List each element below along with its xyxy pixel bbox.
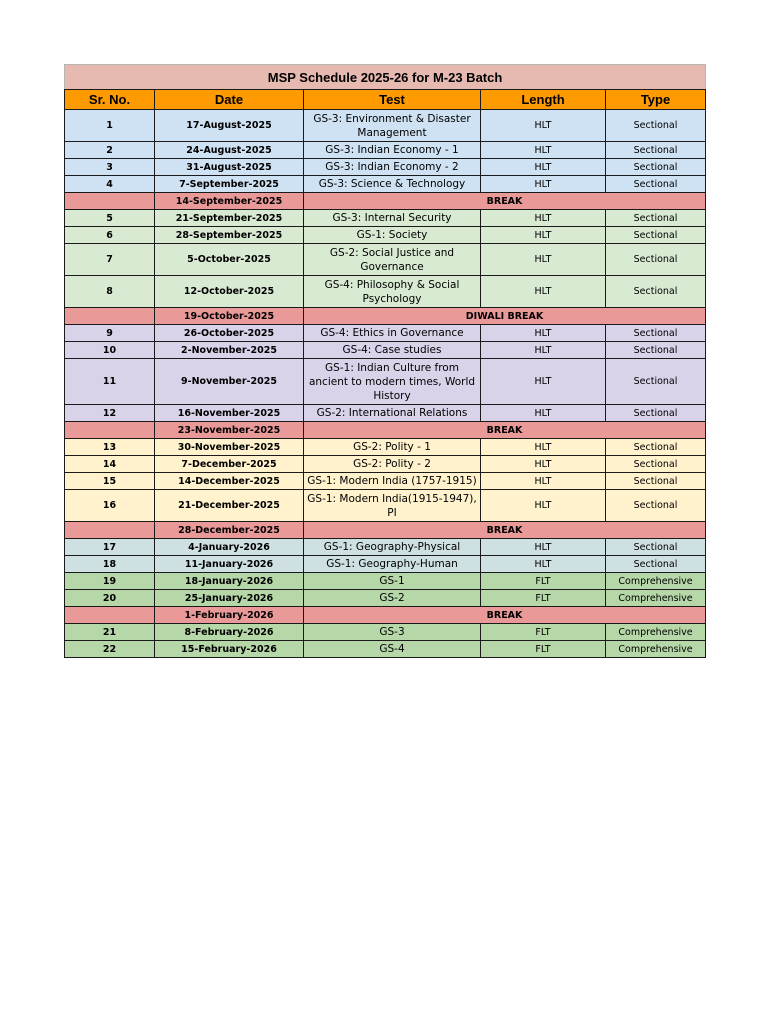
- type-cell: Comprehensive: [606, 641, 706, 658]
- test-cell: GS-1: Modern India(1915-1947), PI: [304, 490, 481, 522]
- break-label: BREAK: [304, 607, 706, 624]
- date-cell: 26-October-2025: [155, 325, 304, 342]
- sr-no-cell: 10: [65, 342, 155, 359]
- sr-no-cell: 14: [65, 456, 155, 473]
- length-cell: HLT: [481, 227, 606, 244]
- sr-no-cell: 6: [65, 227, 155, 244]
- header-row: [65, 90, 706, 110]
- sr-no-cell: 19: [65, 573, 155, 590]
- break-sr-cell: [65, 193, 155, 210]
- table-row: [65, 227, 706, 244]
- header-date: Date: [155, 90, 304, 110]
- table-row: [65, 210, 706, 227]
- break-row: [65, 422, 706, 439]
- date-cell: 9-November-2025: [155, 359, 304, 405]
- table-row: [65, 325, 706, 342]
- test-cell: GS-1: Society: [304, 227, 481, 244]
- length-cell: HLT: [481, 244, 606, 276]
- schedule-table: [64, 64, 706, 658]
- test-cell: GS-1: [304, 573, 481, 590]
- date-cell: 17-August-2025: [155, 110, 304, 142]
- table-row: [65, 142, 706, 159]
- test-cell: GS-1: Indian Culture from ancient to modern times, World History: [304, 359, 481, 405]
- break-label: BREAK: [304, 193, 706, 210]
- type-cell: Comprehensive: [606, 624, 706, 641]
- table-row: [65, 342, 706, 359]
- test-cell: GS-3: Science & Technology: [304, 176, 481, 193]
- length-cell: HLT: [481, 110, 606, 142]
- date-cell: 8-February-2026: [155, 624, 304, 641]
- type-cell: Sectional: [606, 244, 706, 276]
- sr-no-cell: 8: [65, 276, 155, 308]
- test-cell: GS-2: Polity - 1: [304, 439, 481, 456]
- break-label: BREAK: [304, 522, 706, 539]
- schedule-sheet: [64, 64, 705, 658]
- sr-no-cell: 3: [65, 159, 155, 176]
- length-cell: HLT: [481, 456, 606, 473]
- sr-no-cell: 16: [65, 490, 155, 522]
- sr-no-cell: 17: [65, 539, 155, 556]
- length-cell: HLT: [481, 159, 606, 176]
- type-cell: Sectional: [606, 110, 706, 142]
- sr-no-cell: 7: [65, 244, 155, 276]
- test-cell: GS-1: Geography-Human: [304, 556, 481, 573]
- table-row: [65, 539, 706, 556]
- length-cell: FLT: [481, 641, 606, 658]
- length-cell: HLT: [481, 142, 606, 159]
- table-row: [65, 176, 706, 193]
- type-cell: Sectional: [606, 405, 706, 422]
- type-cell: Sectional: [606, 142, 706, 159]
- table-row: [65, 590, 706, 607]
- break-sr-cell: [65, 522, 155, 539]
- table-row: [65, 624, 706, 641]
- date-cell: 21-December-2025: [155, 490, 304, 522]
- break-sr-cell: [65, 308, 155, 325]
- sr-no-cell: 21: [65, 624, 155, 641]
- length-cell: HLT: [481, 539, 606, 556]
- break-date-cell: 14-September-2025: [155, 193, 304, 210]
- sr-no-cell: 18: [65, 556, 155, 573]
- length-cell: FLT: [481, 590, 606, 607]
- test-cell: GS-2: International Relations: [304, 405, 481, 422]
- test-cell: GS-4: [304, 641, 481, 658]
- sr-no-cell: 9: [65, 325, 155, 342]
- test-cell: GS-1: Geography-Physical: [304, 539, 481, 556]
- break-row: [65, 193, 706, 210]
- test-cell: GS-4: Case studies: [304, 342, 481, 359]
- sr-no-cell: 5: [65, 210, 155, 227]
- table-row: [65, 490, 706, 522]
- break-sr-cell: [65, 422, 155, 439]
- test-cell: GS-2: Polity - 2: [304, 456, 481, 473]
- length-cell: HLT: [481, 325, 606, 342]
- date-cell: 5-October-2025: [155, 244, 304, 276]
- date-cell: 7-September-2025: [155, 176, 304, 193]
- break-date-cell: 28-December-2025: [155, 522, 304, 539]
- length-cell: HLT: [481, 405, 606, 422]
- sr-no-cell: 12: [65, 405, 155, 422]
- table-row: [65, 573, 706, 590]
- length-cell: HLT: [481, 473, 606, 490]
- table-row: [65, 159, 706, 176]
- length-cell: HLT: [481, 210, 606, 227]
- break-label: BREAK: [304, 422, 706, 439]
- sr-no-cell: 20: [65, 590, 155, 607]
- table-row: [65, 473, 706, 490]
- sr-no-cell: 1: [65, 110, 155, 142]
- test-cell: GS-3: Environment & Disaster Management: [304, 110, 481, 142]
- header-sr-no: Sr. No.: [65, 90, 155, 110]
- date-cell: 31-August-2025: [155, 159, 304, 176]
- date-cell: 4-January-2026: [155, 539, 304, 556]
- length-cell: HLT: [481, 556, 606, 573]
- length-cell: FLT: [481, 573, 606, 590]
- test-cell: GS-3: Internal Security: [304, 210, 481, 227]
- table-row: [65, 110, 706, 142]
- type-cell: Sectional: [606, 227, 706, 244]
- sr-no-cell: 13: [65, 439, 155, 456]
- date-cell: 2-November-2025: [155, 342, 304, 359]
- type-cell: Sectional: [606, 359, 706, 405]
- date-cell: 15-February-2026: [155, 641, 304, 658]
- test-cell: GS-4: Philosophy & Social Psychology: [304, 276, 481, 308]
- sr-no-cell: 22: [65, 641, 155, 658]
- table-row: [65, 641, 706, 658]
- test-cell: GS-3: [304, 624, 481, 641]
- date-cell: 28-September-2025: [155, 227, 304, 244]
- date-cell: 16-November-2025: [155, 405, 304, 422]
- table-row: [65, 439, 706, 456]
- table-row: [65, 405, 706, 422]
- type-cell: Sectional: [606, 539, 706, 556]
- table-row: [65, 556, 706, 573]
- type-cell: Sectional: [606, 556, 706, 573]
- sr-no-cell: 15: [65, 473, 155, 490]
- type-cell: Sectional: [606, 456, 706, 473]
- header-type: Type: [606, 90, 706, 110]
- date-cell: 11-January-2026: [155, 556, 304, 573]
- break-sr-cell: [65, 607, 155, 624]
- break-label: DIWALI BREAK: [304, 308, 706, 325]
- break-date-cell: 19-October-2025: [155, 308, 304, 325]
- length-cell: HLT: [481, 276, 606, 308]
- break-row: [65, 522, 706, 539]
- table-row: [65, 359, 706, 405]
- test-cell: GS-3: Indian Economy - 1: [304, 142, 481, 159]
- header-length: Length: [481, 90, 606, 110]
- type-cell: Sectional: [606, 325, 706, 342]
- type-cell: Sectional: [606, 159, 706, 176]
- test-cell: GS-1: Modern India (1757-1915): [304, 473, 481, 490]
- test-cell: GS-4: Ethics in Governance: [304, 325, 481, 342]
- length-cell: HLT: [481, 439, 606, 456]
- schedule-title: MSP Schedule 2025-26 for M-23 Batch: [65, 65, 706, 90]
- type-cell: Sectional: [606, 490, 706, 522]
- date-cell: 18-January-2026: [155, 573, 304, 590]
- test-cell: GS-2: [304, 590, 481, 607]
- date-cell: 30-November-2025: [155, 439, 304, 456]
- break-row: [65, 607, 706, 624]
- type-cell: Sectional: [606, 176, 706, 193]
- break-date-cell: 23-November-2025: [155, 422, 304, 439]
- date-cell: 21-September-2025: [155, 210, 304, 227]
- date-cell: 7-December-2025: [155, 456, 304, 473]
- type-cell: Sectional: [606, 210, 706, 227]
- header-test: Test: [304, 90, 481, 110]
- type-cell: Sectional: [606, 342, 706, 359]
- date-cell: 24-August-2025: [155, 142, 304, 159]
- test-cell: GS-3: Indian Economy - 2: [304, 159, 481, 176]
- sr-no-cell: 2: [65, 142, 155, 159]
- break-date-cell: 1-February-2026: [155, 607, 304, 624]
- type-cell: Comprehensive: [606, 573, 706, 590]
- length-cell: HLT: [481, 342, 606, 359]
- table-row: [65, 456, 706, 473]
- date-cell: 12-October-2025: [155, 276, 304, 308]
- type-cell: Sectional: [606, 473, 706, 490]
- type-cell: Sectional: [606, 439, 706, 456]
- date-cell: 14-December-2025: [155, 473, 304, 490]
- schedule-body: [65, 110, 706, 658]
- type-cell: Sectional: [606, 276, 706, 308]
- break-row: [65, 308, 706, 325]
- length-cell: HLT: [481, 176, 606, 193]
- length-cell: FLT: [481, 624, 606, 641]
- sr-no-cell: 4: [65, 176, 155, 193]
- length-cell: HLT: [481, 490, 606, 522]
- table-row: [65, 276, 706, 308]
- length-cell: HLT: [481, 359, 606, 405]
- table-row: [65, 244, 706, 276]
- sr-no-cell: 11: [65, 359, 155, 405]
- date-cell: 25-January-2026: [155, 590, 304, 607]
- type-cell: Comprehensive: [606, 590, 706, 607]
- test-cell: GS-2: Social Justice and Governance: [304, 244, 481, 276]
